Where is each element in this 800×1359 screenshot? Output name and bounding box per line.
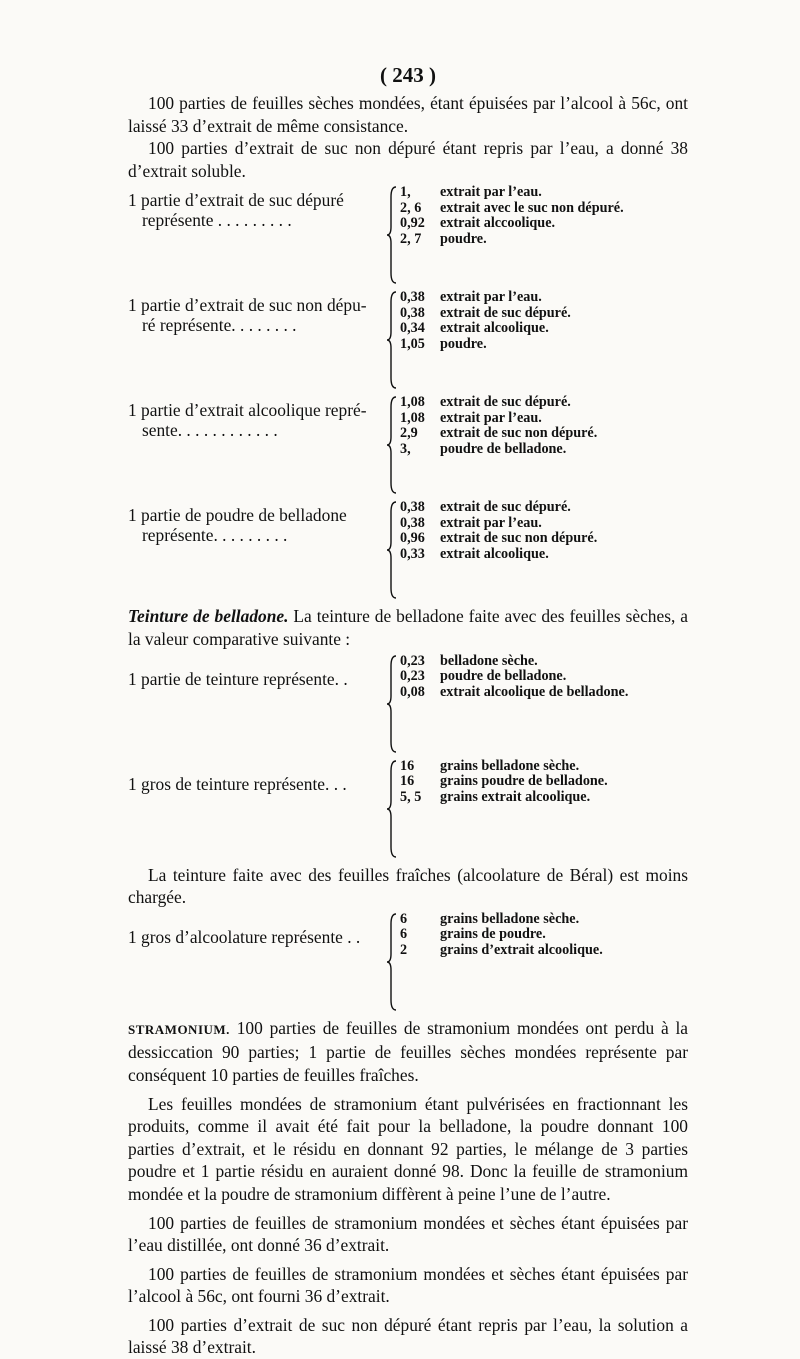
table-values xyxy=(400,500,688,600)
table-row xyxy=(400,685,688,701)
row-value: 0,96 xyxy=(400,530,425,547)
row-value: 0,92 xyxy=(400,215,425,232)
table-row xyxy=(400,759,688,775)
paragraph: 100 parties d’extrait de suc non dépuré étant repris par l’eau, la solution a laissé 38 d’extrait. xyxy=(128,1314,688,1358)
table-values xyxy=(400,912,688,1012)
table-row xyxy=(400,500,688,516)
table-row xyxy=(400,442,688,458)
teinture-paragraph xyxy=(128,605,688,650)
section-heading: Teinture de belladone. xyxy=(128,606,289,627)
paragraph-text: La teinture de belladone faite avec des feuilles sèches, a la valeur comparative suivante : xyxy=(128,606,688,649)
label-line: 1 gros de teinture représente. . . xyxy=(128,773,347,794)
row-value: 0,38 xyxy=(400,304,425,321)
paragraph: Les feuilles mondées de stramonium étant pulvérisées en fractionnant les produits, comme il avait été fait pour la belladone, la poudre donnant 100 parties d’extrait, et le résidu en donnant 92 parties, le mélange de 3 parties poudre et 1 partie résidu en auraient donné 98. Donc la feuille de stramonium mondée et la poudre de stramonium diffèrent à peine l’une de l’autre. xyxy=(128,1093,688,1204)
table-row xyxy=(400,232,688,248)
row-value: 0,38 xyxy=(400,514,425,531)
table-row xyxy=(400,321,688,337)
row-value: 2 xyxy=(400,941,408,958)
brace-table xyxy=(128,395,688,495)
row-text: poudre. xyxy=(440,335,487,352)
row-value: 1,08 xyxy=(400,409,425,426)
row-text: grains poudre de belladone. xyxy=(440,773,608,790)
paragraph: La teinture faite avec des feuilles fraîches (alcoolature de Béral) est moins chargée. xyxy=(128,864,688,908)
table-values xyxy=(400,654,688,754)
row-value: 0,33 xyxy=(400,545,425,562)
paragraph: 100 parties d’extrait de suc non dépuré étant repris par l’eau, a donné 38 d’extrait soluble. xyxy=(128,138,688,181)
row-text: extrait alcoolique de belladone. xyxy=(440,683,629,700)
row-text: grains d’extrait alcoolique. xyxy=(440,941,603,958)
row-value: 0,23 xyxy=(400,668,425,685)
curly-brace xyxy=(386,654,398,754)
label-line: 1 partie de teinture représente. . xyxy=(128,668,348,689)
row-text: poudre de belladone. xyxy=(440,440,567,457)
brace-table xyxy=(128,290,688,390)
page-number: ( 243 ) xyxy=(380,63,436,87)
row-value: 16 xyxy=(400,773,415,790)
table-row xyxy=(400,185,688,201)
table-row xyxy=(400,216,688,232)
table-label xyxy=(128,759,386,859)
row-value: 0,08 xyxy=(400,683,425,700)
brace-table xyxy=(128,185,688,285)
curly-brace xyxy=(386,290,398,390)
label-line: 1 gros d’alcoolature représente . . xyxy=(128,926,361,947)
label-line: 1 partie d’extrait alcoolique repré- xyxy=(128,400,367,421)
row-text: extrait de suc dépuré. xyxy=(440,394,571,411)
label-line: 1 partie d’extrait de suc non dépu- xyxy=(128,295,367,316)
row-text: grains extrait alcoolique. xyxy=(440,788,591,805)
curly-brace xyxy=(386,185,398,285)
row-value: 0,38 xyxy=(400,289,425,306)
row-value: 1,08 xyxy=(400,394,425,411)
brace-table xyxy=(128,759,688,859)
row-text: extrait de suc non dépuré. xyxy=(440,530,598,547)
brace-table xyxy=(128,912,688,1012)
curly-brace xyxy=(386,395,398,495)
row-value: 0,38 xyxy=(400,499,425,516)
table-row xyxy=(400,337,688,353)
row-text: poudre. xyxy=(440,230,487,247)
row-value: 1, xyxy=(400,184,411,201)
row-value: 5, 5 xyxy=(400,788,422,805)
table-row xyxy=(400,306,688,322)
row-text: belladone sèche. xyxy=(440,652,538,669)
table-values xyxy=(400,185,688,285)
row-value: 0,23 xyxy=(400,652,425,669)
table-values xyxy=(400,290,688,390)
curly-brace xyxy=(386,912,398,1012)
table-row xyxy=(400,774,688,790)
row-text: grains belladone sèche. xyxy=(440,910,580,927)
row-text: extrait alcoolique. xyxy=(440,320,549,337)
table-label xyxy=(128,912,386,1012)
row-value: 3, xyxy=(400,440,411,457)
table-row xyxy=(400,531,688,547)
row-text: extrait par l’eau. xyxy=(440,409,542,426)
row-value: 0,34 xyxy=(400,320,425,337)
row-text: grains belladone sèche. xyxy=(440,757,580,774)
row-text: poudre de belladone. xyxy=(440,668,567,685)
table-row xyxy=(400,927,688,943)
belladone-tables xyxy=(128,185,688,600)
label-line: sente. . . . . . . . . . . . xyxy=(142,419,278,440)
alcoolature-tables xyxy=(128,912,688,1012)
row-text: extrait avec le suc non dépuré. xyxy=(440,199,624,216)
label-line: ré représente. . . . . . . . xyxy=(142,314,297,335)
row-value: 16 xyxy=(400,757,415,774)
table-row xyxy=(400,790,688,806)
label-line: représente. . . . . . . . . xyxy=(142,524,288,545)
section-heading: STRAMONIUM. xyxy=(128,1021,230,1037)
brace-table xyxy=(128,500,688,600)
paragraph: 100 parties de feuilles de stramonium mondées et sèches étant épuisées par l’alcool à 56c, ont fourni 36 d’extrait. xyxy=(128,1263,688,1307)
paragraph: 100 parties de feuilles sèches mondées, étant épuisées par l’alcool à 56c, ont laissé 33 d’extrait de même consistance. xyxy=(128,93,688,136)
table-label xyxy=(128,185,386,285)
brace-table xyxy=(128,654,688,754)
curly-brace xyxy=(386,759,398,859)
label-line: représente . . . . . . . . . xyxy=(142,209,292,230)
label-line: 1 partie d’extrait de suc dépuré xyxy=(128,190,344,211)
paragraph-text: 100 parties de feuilles de stramonium mondées ont perdu à la dessiccation 90 parties; 1 partie de feuilles sèches mondées représente par conséquent 10 parties de feuilles fraîches. xyxy=(128,1017,688,1085)
label-line: 1 partie de poudre de belladone xyxy=(128,505,347,526)
book-page xyxy=(128,58,688,1359)
row-value: 2,9 xyxy=(400,425,418,442)
table-label xyxy=(128,500,386,600)
table-row xyxy=(400,411,688,427)
table-row xyxy=(400,290,688,306)
table-row xyxy=(400,654,688,670)
row-text: grains de poudre. xyxy=(440,926,546,943)
table-label xyxy=(128,395,386,495)
row-text: extrait de suc dépuré. xyxy=(440,304,571,321)
curly-brace xyxy=(386,500,398,600)
teinture-tables xyxy=(128,654,688,859)
table-row xyxy=(400,547,688,563)
row-value: 6 xyxy=(400,926,408,943)
table-label xyxy=(128,654,386,754)
row-value: 2, 6 xyxy=(400,199,422,216)
paragraph: 100 parties de feuilles de stramonium mondées et sèches étant épuisées par l’eau distillée, ont donné 36 d’extrait. xyxy=(128,1212,688,1256)
row-text: extrait de suc dépuré. xyxy=(440,499,571,516)
row-text: extrait par l’eau. xyxy=(440,514,542,531)
row-text: extrait alcoolique. xyxy=(440,545,549,562)
table-row xyxy=(400,516,688,532)
row-value: 2, 7 xyxy=(400,230,422,247)
row-value: 1,05 xyxy=(400,335,425,352)
table-row xyxy=(400,201,688,217)
table-values xyxy=(400,759,688,859)
row-text: extrait alccoolique. xyxy=(440,215,556,232)
table-row xyxy=(400,943,688,959)
table-row xyxy=(400,426,688,442)
row-value: 6 xyxy=(400,910,408,927)
table-values xyxy=(400,395,688,495)
row-text: extrait par l’eau. xyxy=(440,184,542,201)
table-row xyxy=(400,912,688,928)
table-label xyxy=(128,290,386,390)
table-row xyxy=(400,669,688,685)
stramonium-paragraph xyxy=(128,1017,688,1087)
table-row xyxy=(400,395,688,411)
row-text: extrait de suc non dépuré. xyxy=(440,425,598,442)
row-text: extrait par l’eau. xyxy=(440,289,542,306)
